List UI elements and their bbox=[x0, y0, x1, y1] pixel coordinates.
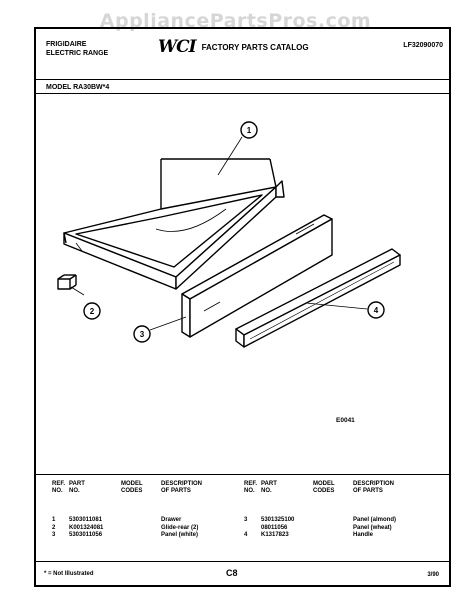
row-description: Panel (white) bbox=[161, 532, 199, 538]
row-model-codes bbox=[313, 532, 353, 540]
parts-catalog-page bbox=[34, 27, 451, 587]
wci-logo: WCI bbox=[158, 37, 196, 57]
callout-2: 2 bbox=[89, 307, 95, 316]
table-header bbox=[52, 481, 231, 495]
table-row bbox=[244, 517, 423, 525]
row-model-codes bbox=[121, 525, 161, 533]
header-codes: CODES bbox=[313, 488, 335, 494]
header-model: MODEL bbox=[313, 481, 335, 487]
row-description: Panel (wheat) bbox=[353, 524, 392, 531]
footer-divider bbox=[36, 561, 449, 562]
table-row bbox=[244, 525, 423, 533]
row-part-no: K001324081 bbox=[69, 524, 104, 531]
header-description: DESCRIPTION bbox=[353, 481, 395, 487]
parts-table-right bbox=[244, 481, 423, 540]
row-description: Handle bbox=[353, 532, 374, 538]
header-model: MODEL bbox=[121, 481, 143, 487]
row-model-codes bbox=[313, 517, 353, 525]
header-ref: REF. bbox=[244, 481, 258, 487]
row-model-codes bbox=[313, 525, 353, 533]
header-part: PART bbox=[261, 481, 277, 487]
catalog-title: FACTORY PARTS CATALOG bbox=[201, 42, 309, 52]
diagram-code: E0041 bbox=[336, 417, 355, 424]
row-ref: 2 bbox=[52, 524, 56, 531]
catalog-number: LF32090070 bbox=[403, 42, 443, 49]
callout-3: 3 bbox=[139, 330, 145, 339]
row-description: Glide-rear (2) bbox=[161, 524, 199, 531]
model-number: MODEL RA30BW*4 bbox=[46, 84, 110, 91]
table-row bbox=[52, 525, 231, 533]
glide-rear-part bbox=[58, 275, 76, 289]
row-description: Panel (almond) bbox=[353, 517, 397, 523]
product-type: ELECTRIC RANGE bbox=[46, 50, 109, 57]
callout-4: 4 bbox=[373, 306, 379, 315]
header-ref-no: NO. bbox=[244, 488, 255, 494]
parts-table-left bbox=[52, 481, 231, 540]
not-illustrated-note: * = Not Illustrated bbox=[44, 571, 94, 577]
header-part: PART bbox=[69, 481, 85, 487]
table-row bbox=[52, 517, 231, 525]
page-number: C8 bbox=[226, 568, 238, 578]
table-divider bbox=[36, 474, 449, 475]
table-row bbox=[244, 532, 423, 540]
header-ref: REF. bbox=[52, 481, 66, 487]
watermark: AppliancePartsPros.com bbox=[99, 10, 372, 32]
row-description: Drawer bbox=[161, 517, 182, 523]
header-of-parts: OF PARTS bbox=[353, 488, 383, 494]
row-part-no: K1317823 bbox=[261, 532, 289, 538]
header-codes: CODES bbox=[121, 488, 143, 494]
header-part-no: NO. bbox=[261, 488, 272, 494]
brand-name: FRIGIDAIRE bbox=[46, 41, 87, 48]
row-part-no: 5303011056 bbox=[69, 532, 103, 538]
header-part-no: NO. bbox=[69, 488, 80, 494]
header-ref-no: NO. bbox=[52, 488, 63, 494]
table-row bbox=[52, 532, 231, 540]
row-model-codes bbox=[121, 532, 161, 540]
row-model-codes bbox=[121, 517, 161, 525]
row-part-no: 5301325100 bbox=[261, 517, 295, 523]
row-ref bbox=[244, 525, 261, 533]
row-part-no: 08011056 bbox=[261, 524, 288, 531]
row-part-no: 5303011081 bbox=[69, 517, 103, 523]
exploded-parts-diagram bbox=[36, 29, 449, 469]
header-description: DESCRIPTION bbox=[161, 481, 203, 487]
row-ref: 4 bbox=[244, 532, 248, 538]
header-of-parts: OF PARTS bbox=[161, 488, 191, 494]
callout-1: 1 bbox=[246, 126, 252, 135]
row-ref: 3 bbox=[244, 517, 248, 523]
revision-date: 3/90 bbox=[427, 572, 439, 578]
row-ref: 1 bbox=[52, 517, 56, 523]
table-header bbox=[244, 481, 423, 495]
row-ref: 3 bbox=[52, 532, 56, 538]
